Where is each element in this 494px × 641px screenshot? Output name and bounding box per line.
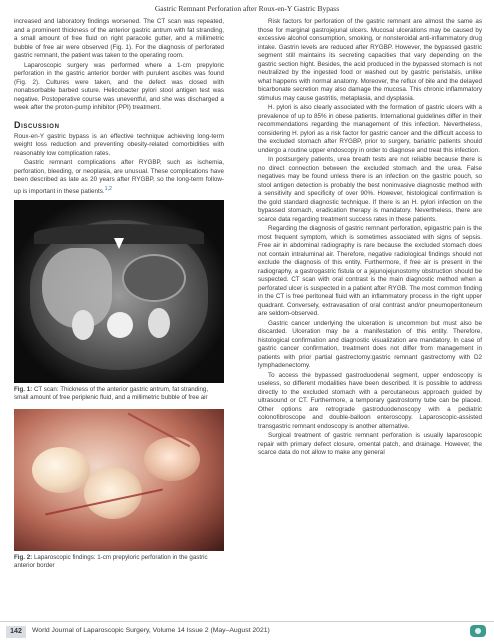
paragraph: Roux-en-Y gastric bypass is an effective technique achieving long-term weight loss reduction and preventing obesity-related comorbidities with reasonably low complication rates.	[14, 132, 224, 157]
ct-stomach-shape	[122, 254, 186, 302]
ct-scan-image	[14, 200, 224, 383]
lap-tissue-shape	[84, 467, 142, 519]
running-header: Gastric Remnant Perforation after Roux-en-Y Gastric Bypass	[154, 4, 340, 13]
lap-tissue-shape	[144, 437, 200, 481]
paragraph-text: Gastric remnant complications after RYGBP, such as ischemia, perforation, bleeding, or neoplasia, are unusual. These complications have been described as late as 20 years after RYGBP, so the long-term follow-up is important in these patients.	[14, 159, 224, 195]
publisher-logo-dot-icon	[475, 628, 481, 634]
paragraph	[14, 159, 224, 196]
ct-spine-shape	[107, 312, 133, 338]
figure-caption-text: CT scan: Thickness of the anterior gastric antrum, fat stranding, small amount of free periplenic fluid, and a millimetric bubble of free air	[14, 386, 209, 402]
lap-tissue-shape	[32, 447, 90, 493]
journal-citation: World Journal of Laparoscopic Surgery, Volume 14 Issue 2 (May–August 2021)	[32, 627, 270, 634]
figure-label: Fig. 2:	[14, 553, 33, 561]
paragraph: To access the bypassed gastroduodenal segment, upper endoscopy is useless, so different modalities have been described. It is possible to address directly to the excluded stomach with a percutaneous approach guided by ultrasound or CT. Furthermore, a temporary gastrostomy tube can be placed. Other options are retrograde gastroduodenoscopy with a pediatric colonofibroscope and double-balloon enteroscopy. Laparoscopic-assisted transgastric remnant endoscopy is another alternative.	[258, 371, 482, 430]
paragraph: H. pylori is also clearly associated with the formation of gastric ulcers with a prevalence of up to 85% in obese patients. International guidelines differ in their recommendations regarding the management of this infection. Nevertheless, considering H. pylori as a risk factor for gastric cancer and the difficult access to the excluded stomach after RYGBP, prior to surgery, bariatric patients should undergo a routine upper endoscopy in order to diagnose and treat this infection.	[258, 104, 482, 154]
figure-caption	[14, 386, 224, 402]
paragraph: Risk factors for perforation of the gastric remnant are almost the same as those for marginal gastrojejunal ulcers. Mucosal ulcerations may be caused by excessive alcohol consumption, smoking, or nonsteroidal anti-inflammatory drug intake. Gastrin levels are reduced after RYGBP. However, the bypassed gastric segment still maintains its secreting capacities that vary depending on the gastric section hight. Besides, the acid produced in the bypassed stomach is not neutralized by the ingested food or washed out by gastric peristalsis, unlike what happens with normal anatomy. Moreover, the reflux of bile and the delayed bicarbonate secretion may also damage the mucosa. This chronic inflammatory stimulus may cause gastritis, metaplasia, and dysplasia.	[258, 18, 482, 102]
paragraph: Laparoscopic surgery was performed where a 1-cm prepyloric perforation in the gastric anterior border with purulent ascites was found (Fig. 2). Cultures were taken, and the defect was closed with nonabsorbable barbed suture. Helicobacter pylori stool antigen test was negative. Postoperative course was uneventful, and she was discharged a week after the proton-pump inhibitor (PPI) treatment.	[14, 61, 224, 111]
citation[interactable]: 1,2	[104, 185, 112, 192]
laparoscopic-image	[14, 409, 224, 551]
paragraph: Gastric cancer underlying the ulceration is uncommon but must also be discarded. Ulceration may be a manifestation of this entity. Therefore, histological confirmation and diagnostic visualization are mandatory. In case of gastric cancer confirmation, treatment does not differ from management in patients with prior partial gastrectomy:gastric remnant gastrectomy with D2 lymphadenectomy.	[258, 319, 482, 369]
paragraph: In postsurgery patients, urea breath tests are not reliable because there is no direct connection between the excluded stomach and the urea. False negatives may be found unless there is an infection on the gastric pouch, so stool antigen detection is probably the best noninvasive diagnostic method with a sensitivity and specificity of over 90%. However, histological confirmation is the gold standard diagnostic technique. If there is an H. pylori infection on the bypassed stomach, eradication therapy is mandatory. Nevertheless, there are scarce data regarding treatment success rates in these patients.	[258, 156, 482, 223]
paragraph: Surgical treatment of gastric remnant perforation is usually laparoscopic repair with primary defect closure, omental patch, and drainage. However, the scarce data do not allow to make any general	[258, 432, 482, 456]
ct-kidney-shape	[72, 310, 94, 340]
paragraph: Regarding the diagnosis of gastric remnant perforation, epigastric pain is the most frequent symptom, which is sometimes associated with signs of sepsis. Free air in abdominal radiography is rare because the excluded stomach does not contain intraluminal air. Therefore, negative radiological findings should not exclude the diagnosis of this entity. Furthermore, if free air is present in the radiography, a gastrogastric fistula or a jejunojejunostomy obstruction should be suspected. CT scan with oral contrast is the main diagnostic method when a perforated ulcer is suspected in a patient after RYGB. The most common finding in the CT is free peritoneal fluid with an inflammatory process in the right upper quadrant. Conversely, extravasation of oral contrast and/or pneumoperitoneum are seldom-observed.	[258, 225, 482, 317]
section-heading: Discussion	[14, 119, 60, 130]
ct-kidney-shape	[148, 308, 170, 338]
page-number: 142	[6, 626, 26, 638]
ct-arrow-icon	[114, 238, 124, 249]
figure-caption-text: Laparoscopic findings: 1-cm prepyloric perforation in the gastric anterior border	[14, 553, 208, 569]
right-column	[258, 18, 482, 459]
left-column	[14, 18, 224, 570]
figure-label: Fig. 1:	[14, 386, 33, 394]
page-footer	[0, 621, 494, 641]
paragraph: increased and laboratory findings worsened. The CT scan was repeated, and a prominent thickness of the anterior gastric antrum with fat stranding, a small amount of free fluid on right paracolic gutter, and a millimetric bubble of free air were observed (Fig. 1). For the diagnosis of perforated gastric remnant, the patient was taken to the operating room.	[14, 18, 224, 59]
figure-caption	[14, 554, 224, 570]
